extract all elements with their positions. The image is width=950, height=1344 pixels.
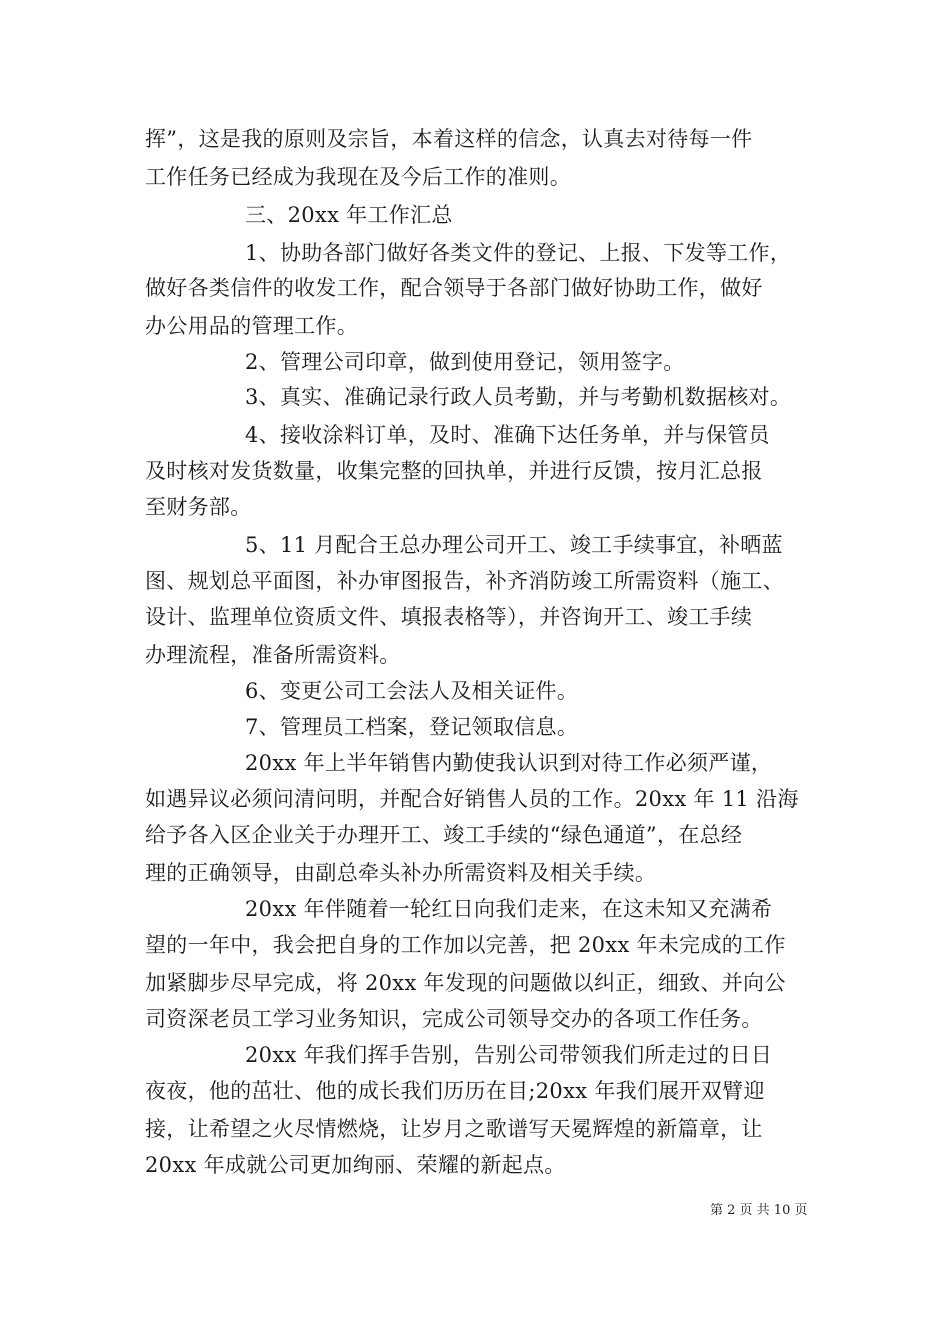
text-line: 办理流程，准备所需资料。: [145, 643, 401, 667]
page-number-footer: 第 2 页 共 10 页: [710, 1203, 808, 1218]
section-heading: 三、20xx 年工作汇总: [245, 203, 453, 227]
text-line: 加紧脚步尽早完成，将 20xx 年发现的问题做以纠正，细致、并向公: [145, 971, 786, 995]
text-line: 理的正确领导，由副总牵头补办所需资料及相关手续。: [145, 861, 657, 885]
text-line: 如遇异议必须问清问明，并配合好销售人员的工作。20xx 年 11 沿海: [145, 787, 799, 811]
text-line: 司资深老员工学习业务知识，完成公司领导交办的各项工作任务。: [145, 1007, 763, 1031]
text-line: 20xx 年伴随着一轮红日向我们走来，在这未知又充满希: [245, 897, 773, 921]
text-line: 3、真实、准确记录行政人员考勤，并与考勤机数据核对。: [245, 385, 792, 409]
text-line: 设计、监理单位资质文件、填报表格等），并咨询开工、竣工手续: [145, 605, 753, 629]
text-line: 20xx 年我们挥手告别，告别公司带领我们所走过的日日: [245, 1043, 773, 1067]
text-line: 挥”，这是我的原则及宗旨，本着这样的信念，认真去对待每一件: [145, 127, 753, 151]
text-line: 夜夜，他的茁壮、他的成长我们历历在目;20xx 年我们展开双臂迎: [145, 1079, 765, 1103]
text-line: 接，让希望之火尽情燃烧，让岁月之歌谱写天冕辉煌的新篇章，让: [145, 1117, 763, 1141]
text-line: 2、管理公司印章，做到使用登记，领用签字。: [245, 350, 685, 374]
text-line: 至财务部。: [145, 495, 252, 519]
text-line: 图、规划总平面图，补办审图报告，补齐消防竣工所需资料（施工、: [145, 569, 784, 593]
text-line: 6、变更公司工会法人及相关证件。: [245, 679, 579, 703]
text-line: 做好各类信件的收发工作，配合领导于各部门做好协助工作，做好: [145, 276, 763, 300]
text-line: 办公用品的管理工作。: [145, 314, 358, 338]
text-line: 1、协助各部门做好各类文件的登记、上报、下发等工作，: [245, 241, 792, 265]
text-line: 5、11 月配合王总办理公司开工、竣工手续事宜，补晒蓝: [245, 533, 783, 557]
text-line: 20xx 年成就公司更加绚丽、荣耀的新起点。: [145, 1153, 566, 1177]
text-line: 4、接收涂料订单，及时、准确下达任务单，并与保管员: [245, 423, 770, 447]
text-line: 工作任务已经成为我现在及今后工作的准则。: [145, 165, 571, 189]
text-line: 给予各入区企业关于办理开工、竣工手续的“绿色通道”，在总经: [145, 823, 743, 847]
text-line: 7、管理员工档案，登记领取信息。: [245, 715, 579, 739]
text-line: 20xx 年上半年销售内勤使我认识到对待工作必须严谨，: [245, 751, 773, 775]
text-line: 望的一年中，我会把自身的工作加以完善，把 20xx 年未完成的工作: [145, 933, 786, 957]
text-line: 及时核对发货数量，收集完整的回执单，并进行反馈，按月汇总报: [145, 459, 763, 483]
